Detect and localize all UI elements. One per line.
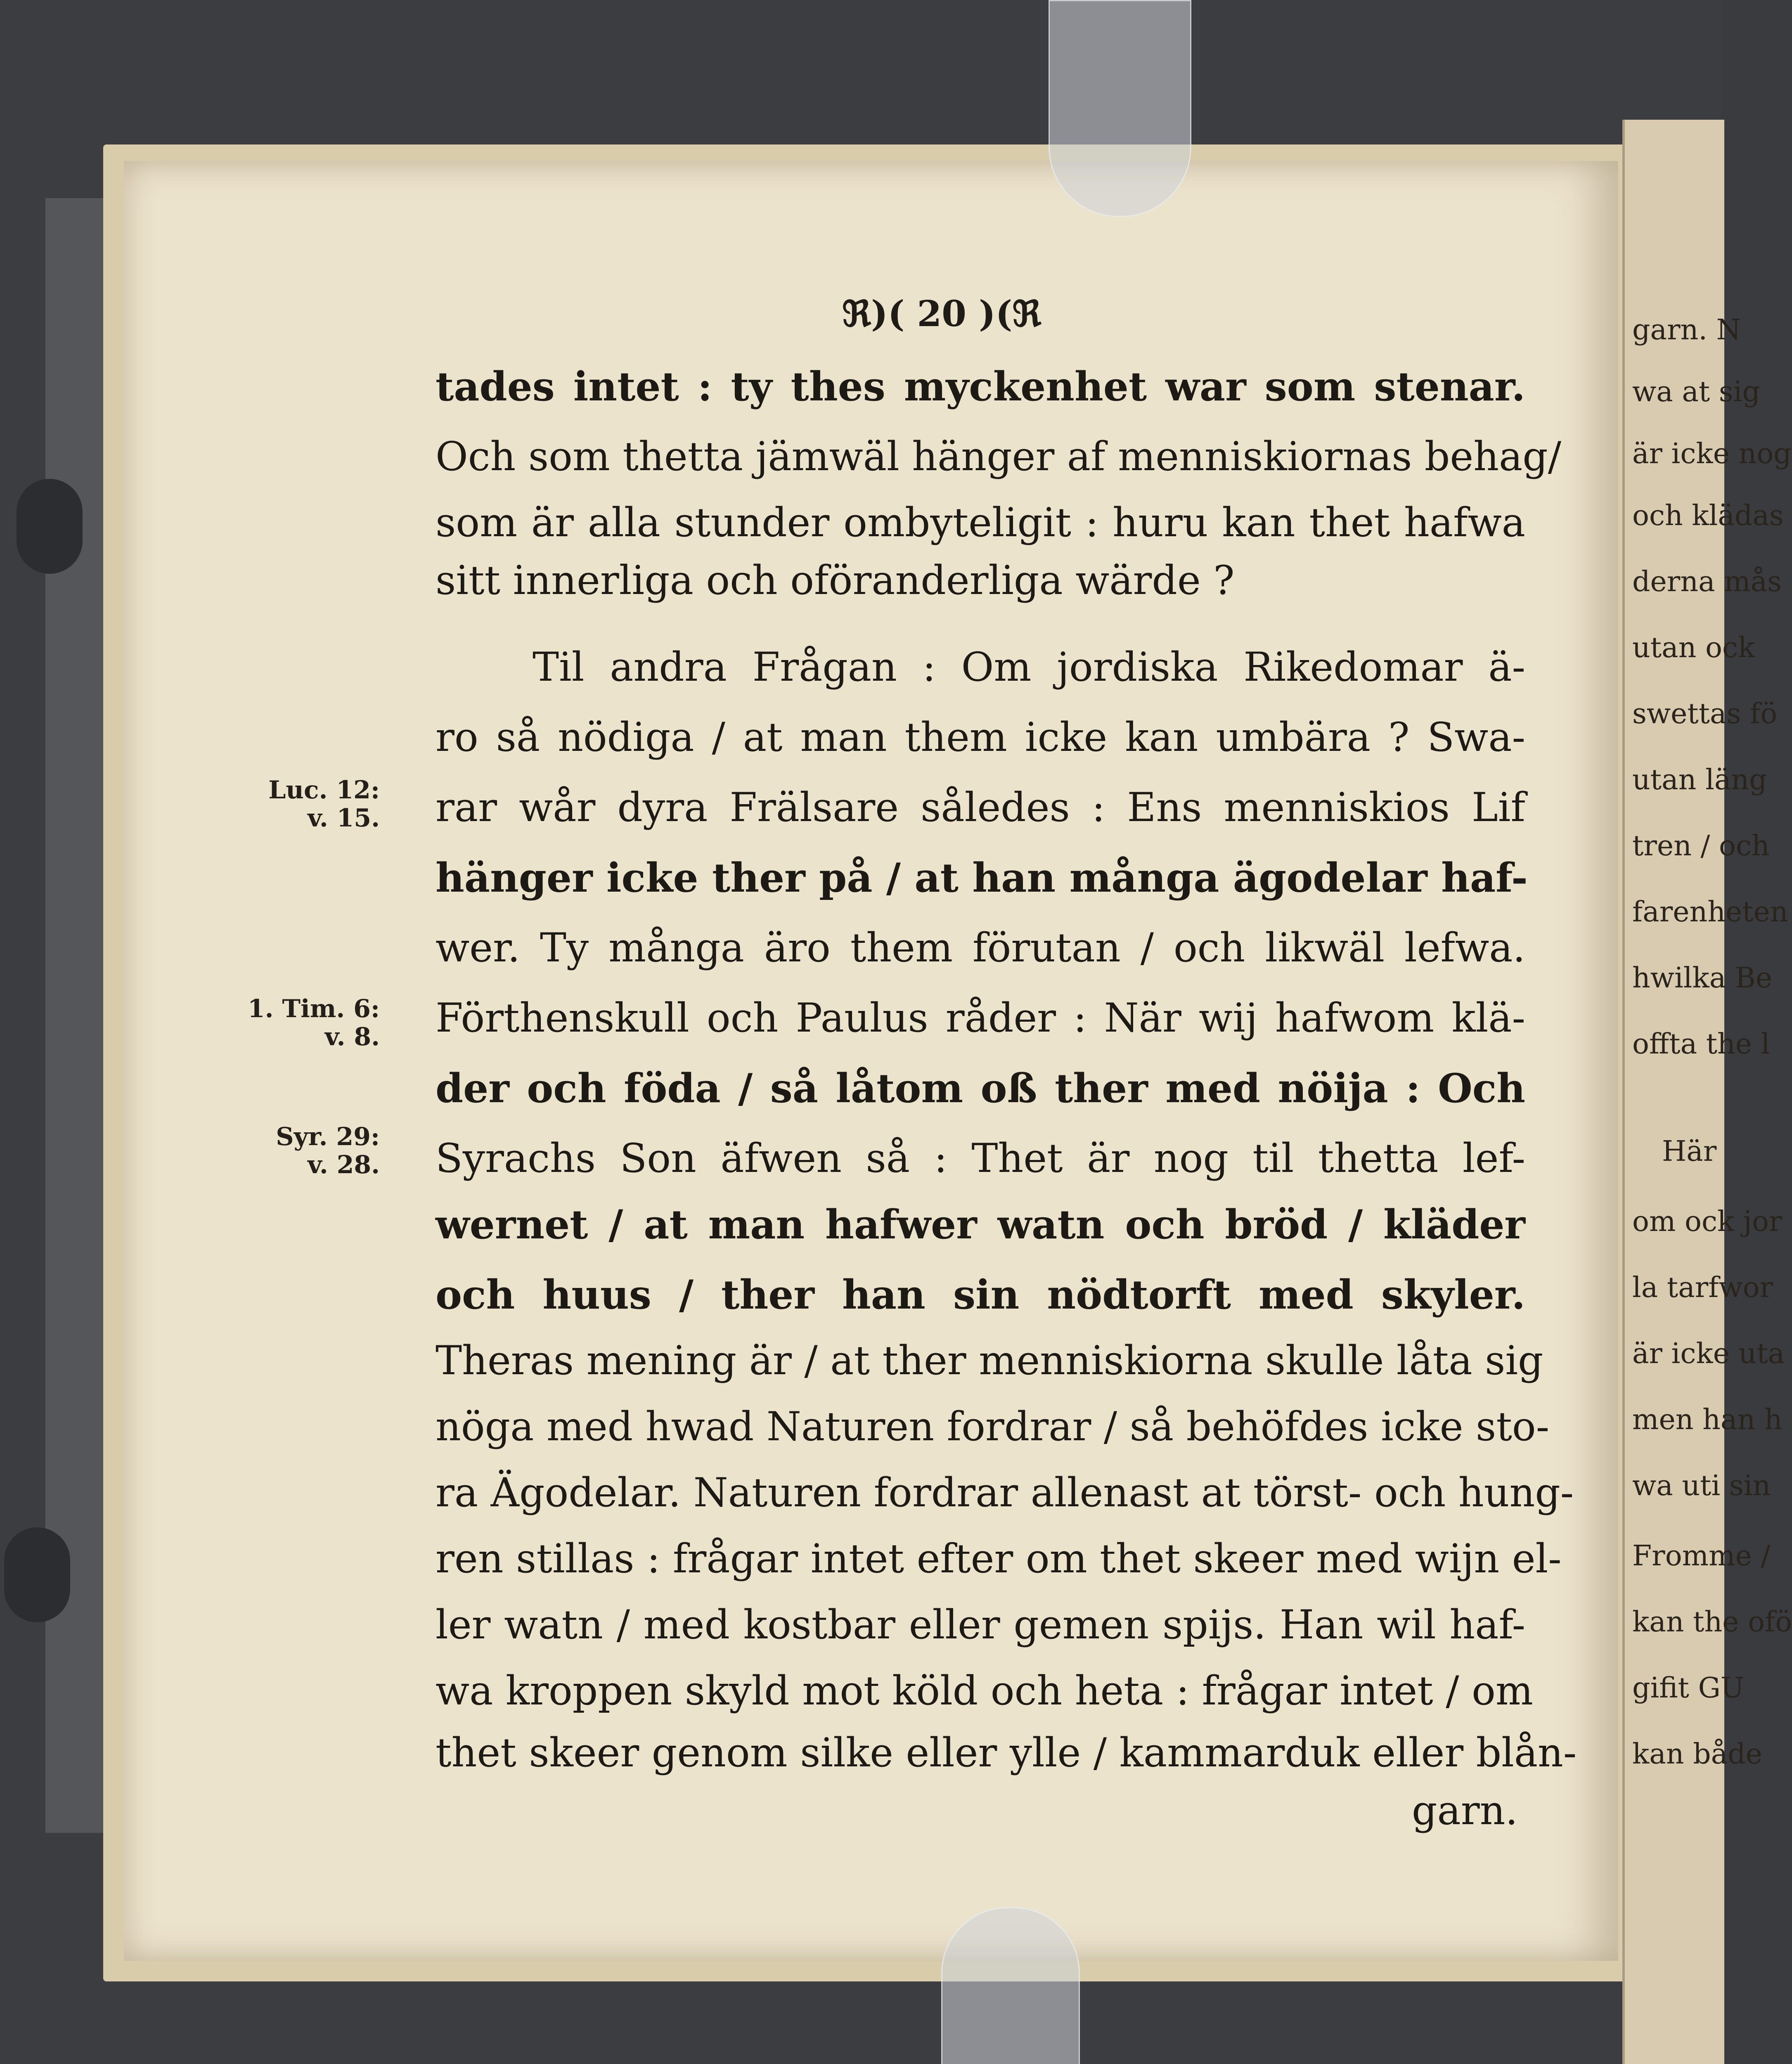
next-page-line: wa uti sin	[1632, 1470, 1771, 1502]
margin-note	[239, 1123, 380, 1179]
next-page-line: kan the ofö	[1632, 1606, 1792, 1638]
page-header: ℜ)( 20 )(ℜ	[842, 293, 1042, 335]
next-page-line: hwilka Be	[1632, 962, 1773, 994]
text-line: der och föda / så låtom oß ther med nöija : Och	[436, 1065, 1525, 1112]
next-page-line: swettas fö	[1632, 698, 1778, 730]
next-page-line: utan läng	[1632, 764, 1767, 796]
text-line: sitt innerliga och oföranderliga wärde ?	[436, 557, 1235, 604]
margin-note-verse: v. 8.	[324, 1023, 380, 1051]
text-line: ler watn / med kostbar eller gemen spijs. Han wil haf-	[436, 1602, 1525, 1648]
book-cradle-knob	[4, 1527, 70, 1622]
next-page-line: utan ock	[1632, 632, 1755, 664]
text-line: wernet / at man hafwer watn och bröd / kläder	[436, 1201, 1525, 1248]
text-line: Til andra Frågan : Om jordiska Rikedomar ä-	[533, 644, 1525, 690]
text-line: hänger icke ther på / at han många ägodelar haf-	[436, 854, 1528, 901]
text-line: Och som thetta jämwäl hänger af menniskiornas behag/	[436, 433, 1562, 480]
next-page-line: gifit GU	[1632, 1672, 1745, 1704]
next-page-line: wa at sig	[1632, 376, 1761, 408]
next-page-line: är icke uta	[1632, 1337, 1785, 1370]
book-cradle-knob	[17, 479, 83, 574]
margin-note	[239, 776, 380, 832]
page-clip-bottom	[941, 1907, 1080, 2064]
next-page-line: tren / och	[1632, 830, 1770, 862]
margin-note-ref: Syr. 29:	[276, 1122, 380, 1151]
text-line: Syrachs Son äfwen så : Thet är nog til thetta lef-	[436, 1135, 1525, 1181]
margin-note	[239, 995, 380, 1051]
next-page-line: är icke nog	[1632, 438, 1792, 470]
text-line: och huus / ther han sin nödtorft med skyler.	[436, 1271, 1525, 1318]
next-page-line: farenheten	[1632, 896, 1788, 928]
text-line: Theras mening är / at ther menniskiorna skulle låta sig	[436, 1337, 1543, 1384]
text-line: ro så nödiga / at man them icke kan umbära ? Swa-	[436, 714, 1525, 760]
margin-note-verse: v. 28.	[308, 1150, 380, 1179]
next-page-line: om ock jor	[1632, 1205, 1783, 1238]
next-page-line: Här	[1662, 1135, 1717, 1168]
text-line: ren stillas : frågar intet efter om thet skeer med wijn el-	[436, 1536, 1562, 1582]
next-page-line: garn. N	[1632, 314, 1741, 346]
next-page-line: men han h	[1632, 1404, 1783, 1436]
next-page-line: Fromme /	[1632, 1540, 1771, 1572]
text-line: wa kroppen skyld mot köld och heta : frågar intet / om	[436, 1668, 1533, 1714]
next-page-edge	[1622, 120, 1792, 2064]
margin-note-ref: Luc. 12:	[268, 776, 380, 805]
next-page-line: och klädas	[1632, 499, 1784, 532]
next-page-line: la tarfwor	[1632, 1271, 1773, 1304]
next-page-line: offta the l	[1632, 1028, 1770, 1060]
text-line: tades intet : ty thes myckenhet war som stenar.	[436, 363, 1525, 410]
text-line: ra Ägodelar. Naturen fordrar allenast at törst- och hung-	[436, 1470, 1574, 1516]
catchword: garn.	[1412, 1787, 1518, 1834]
text-line: nöga med hwad Naturen fordrar / så behöfdes icke sto-	[436, 1404, 1550, 1450]
text-line: Förthenskull och Paulus råder : När wij hafwom klä-	[436, 995, 1525, 1041]
page-clip-top	[1049, 0, 1191, 217]
text-line: thet skeer genom silke eller ylle / kammarduk eller blån-	[436, 1730, 1577, 1776]
margin-note-ref: 1. Tim. 6:	[247, 994, 380, 1023]
text-line: som är alla stunder ombyteligit : huru kan thet hafwa	[436, 499, 1525, 546]
next-page-line: kan både	[1632, 1738, 1762, 1770]
text-line: wer. Ty många äro them förutan / och likwäl lefwa.	[436, 925, 1525, 971]
margin-note-verse: v. 15.	[308, 804, 380, 833]
text-line: rar wår dyra Frälsare således : Ens menniskios Lif	[436, 784, 1525, 831]
next-page-line: derna mås	[1632, 566, 1782, 598]
